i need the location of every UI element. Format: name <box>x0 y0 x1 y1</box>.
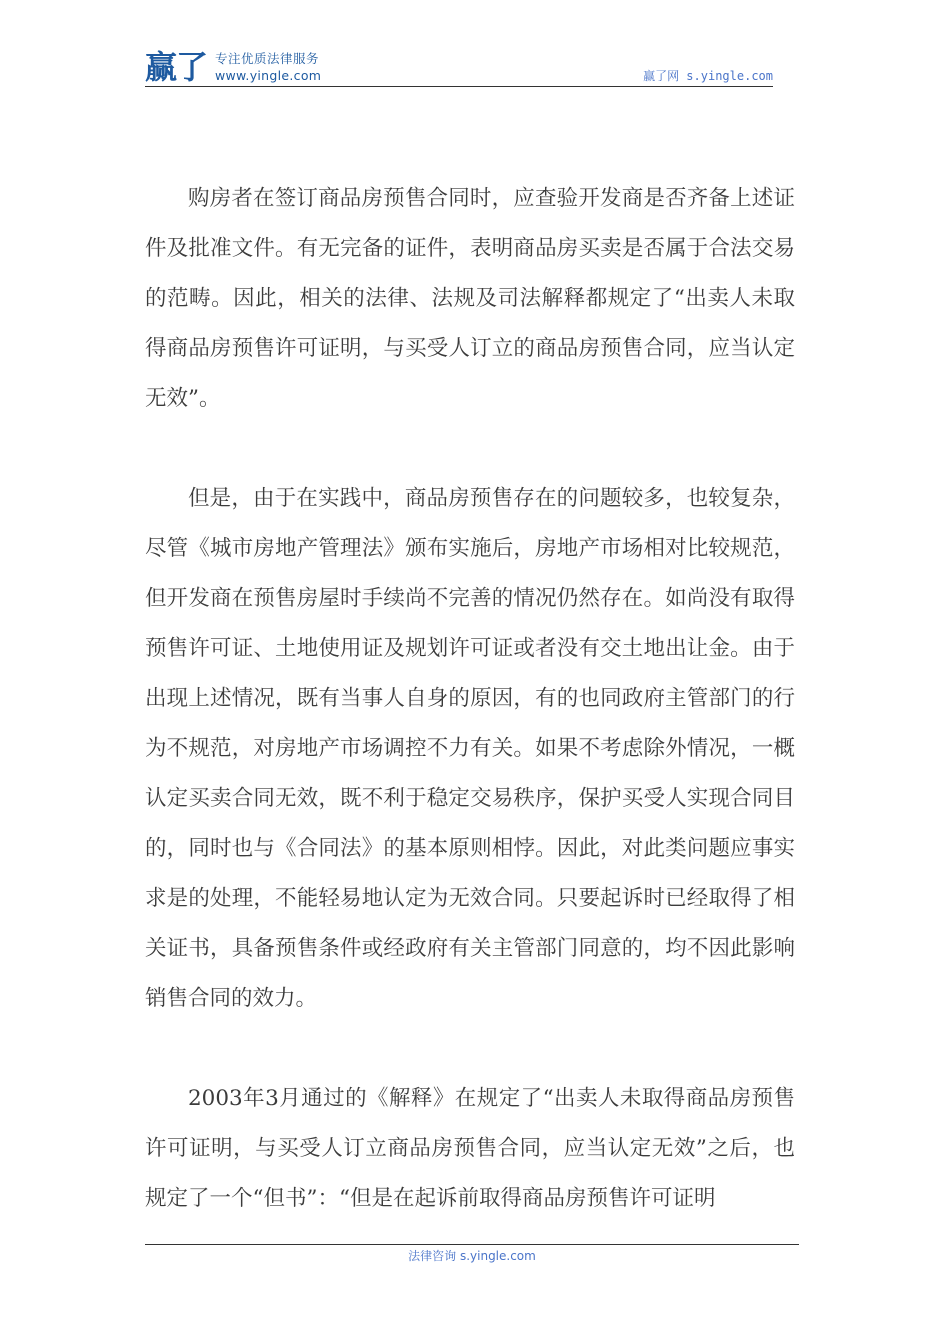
paragraph-2: 但是，由于在实践中，商品房预售存在的问题较多，也较复杂，尽管《城市房地产管理法》颁布实施后，房地产市场相对比较规范，但开发商在预售房屋时手续尚不完善的情况仍然存在。如尚没有取得预售许可证、土地使用证及规划许可证或者没有交土地出让金。由于出现上述情况，既有当事人自身的原因，有的也同政府主管部门的行为不规范，对房地产市场调控不力有关。如果不考虑除外情况，一概认定买卖合同无效，既不利于稳定交易秩序，保护买受人实现合同目的，同时也与《合同法》的基本原则相悖。因此，对此类问题应事实求是的处理，不能轻易地认定为无效合同。只要起诉时已经取得了相关证书，具备预售条件或经政府有关主管部门同意的，均不因此影响销售合同的效力。 <box>145 486 795 1011</box>
document-body <box>145 174 795 1224</box>
logo[interactable]: 赢了 <box>145 48 208 86</box>
logo-url[interactable]: www.yingle.com <box>215 68 322 83</box>
paragraph-1: 购房者在签订商品房预售合同时，应查验开发商是否齐备上述证件及批准文件。有无完备的证件，表明商品房买卖是否属于合法交易的范畴。因此，相关的法律、法规及司法解释都规定了“出卖人未取得商品房预售许可证明，与买受人订立的商品房预售合同，应当认定无效”。 <box>145 186 795 411</box>
footer-link[interactable]: 法律咨询 s.yingle.com <box>408 1249 536 1263</box>
footer-divider <box>145 1244 799 1245</box>
logo-slogan: 专注优质法律服务 <box>215 51 320 66</box>
paragraph-3: 2003年3月通过的《解释》在规定了“出卖人未取得商品房预售许可证明，与买受人订立商品房预售合同，应当认定无效”之后，也规定了一个“但书”：“但是在起诉前取得商品房预售许可证明 <box>145 1086 795 1211</box>
header-site-link[interactable]: 赢了网 s.yingle.com <box>643 69 773 83</box>
page-header <box>145 48 773 88</box>
header-divider <box>145 86 773 87</box>
